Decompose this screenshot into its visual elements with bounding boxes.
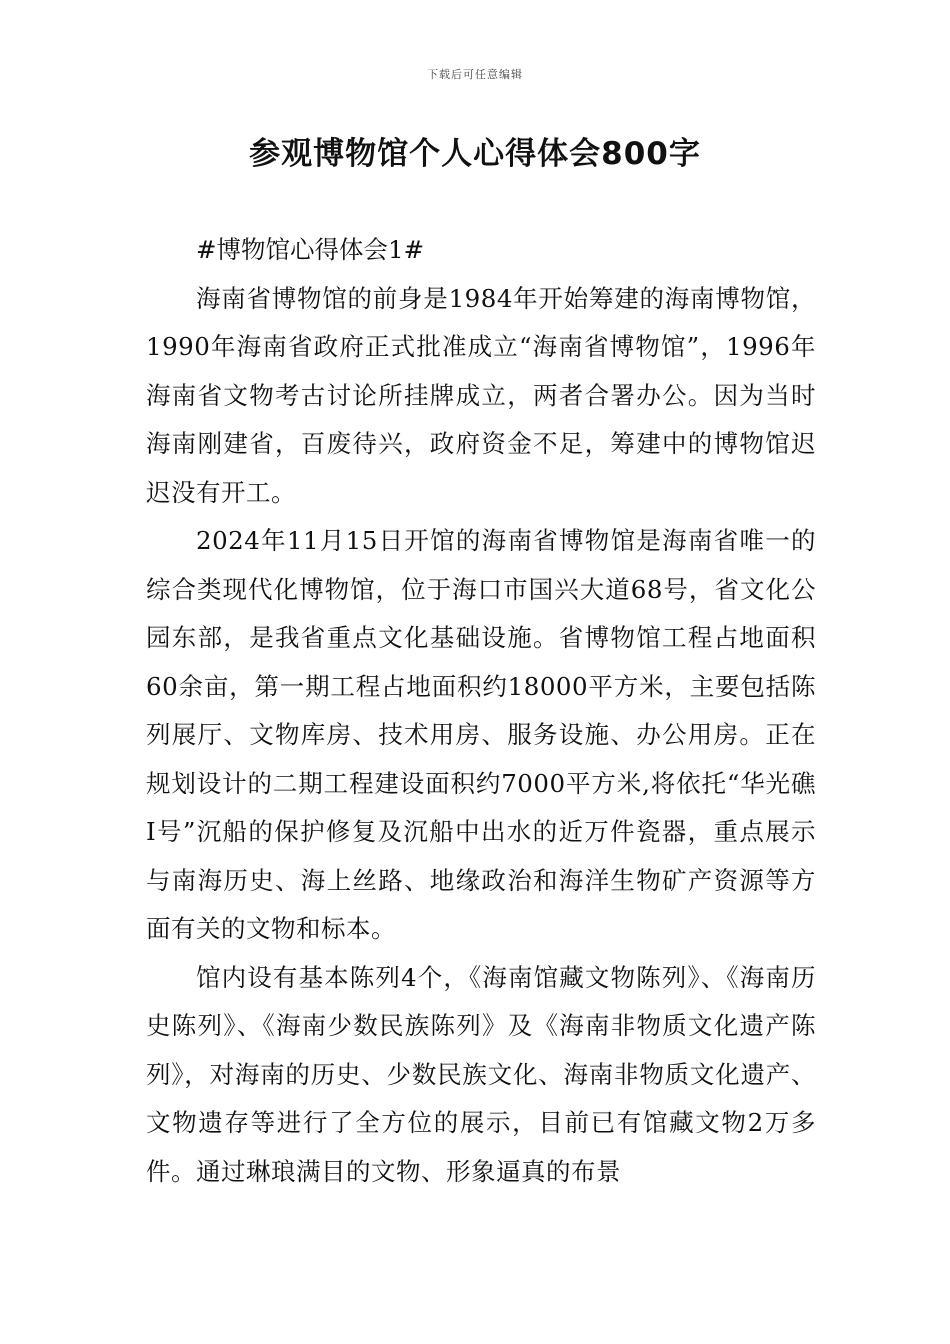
header-note: 下载后可任意编辑 <box>427 68 523 81</box>
section-heading: #博物馆心得体会1# <box>196 235 425 264</box>
paragraph-1: 海南省博物馆的前身是1984年开始筹建的海南博物馆，1990年海南省政府正式批准成立“海南省博物馆”，1996年海南省文物考古讨论所挂牌成立，两者合署办公。因为当时海南刚建省，百废待兴，政府资金不足，筹建中的博物馆迟迟没有开工。 <box>146 283 816 507</box>
document-title: 参观博物馆个人心得体会800字 <box>249 136 701 172</box>
document-body <box>146 226 816 1196</box>
paragraph-3: 馆内设有基本陈列4个，《海南馆藏文物陈列》、《海南历史陈列》、《海南少数民族陈列》及《海南非物质文化遗产陈列》，对海南的历史、少数民族文化、海南非物质文化遗产、文物遗存等进行了全方位的展示，目前已有馆藏文物2万多件。通过琳琅满目的文物、形象逼真的布景 <box>146 962 816 1186</box>
paragraph-2: 2024年11月15日开馆的海南省博物馆是海南省唯一的综合类现代化博物馆，位于海口市国兴大道68号，省文化公园东部，是我省重点文化基础设施。省博物馆工程占地面积60余亩，第一期工程占地面积约18000平方米，主要包括陈列展厅、文物库房、技术用房、服务设施、办公用房。正在规划设计的二期工程建设面积约7000平方米,将依托“华光礁Ⅰ号”沉船的保护修复及沉船中出水的近万件瓷器，重点展示与南海历史、海上丝路、地缘政治和海洋生物矿产资源等方面有关的文物和标本。 <box>146 526 816 943</box>
